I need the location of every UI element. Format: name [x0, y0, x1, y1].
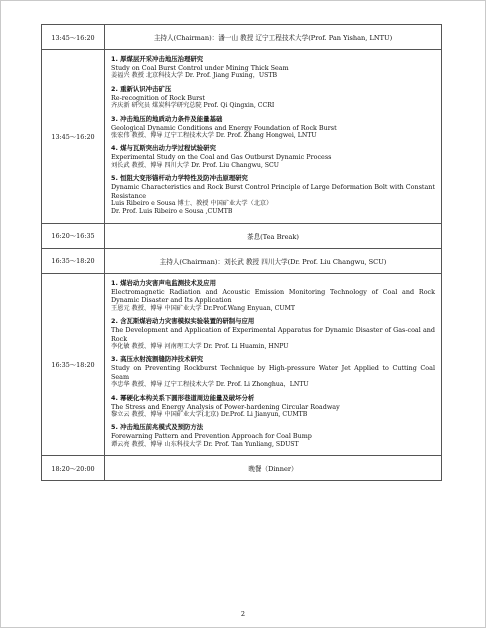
talk-speaker: 张宏伟 教授、博导 辽宁工程技术大学 Dr. Prof. Zhang Hongwei, LNTU [111, 132, 317, 140]
talk-title: 5. 冲击地压前兆模式及预防方法 [111, 423, 204, 432]
talk-english-title: The Development and Application of Experimental Apparatus for Dynamic Disaster of Gas-coal and Rock [111, 326, 435, 343]
talk-english-title: Electromagnetic Radiation and Acoustic Emission Monitoring Technology of Coal and Rock Dynamic Disaster and Its Application [111, 287, 435, 305]
talk-item [111, 355, 435, 389]
talk-speaker: Dr. Prof. Luis Ribeiro e Sousa ,CUMTB [111, 208, 233, 216]
talk-title: 2. 重新认识冲击矿压 [111, 84, 172, 93]
talk-title: 1. 煤岩动力灾害声电监测技术及应用 [111, 278, 216, 287]
talk-english-title: Study on Preventing Rockburst Technique by High-pressure Water Jet Applied to Cutting Coal Seam [111, 364, 435, 381]
page-number: 2 [240, 610, 246, 618]
talk-item [111, 174, 435, 217]
talk-item [111, 115, 435, 141]
talks-cell [105, 273, 442, 455]
session-chair-row [42, 25, 442, 50]
time-cell: 16:20～16:35 [42, 223, 105, 248]
session-chair-row [42, 248, 442, 273]
time-cell: 16:35～18:20 [42, 273, 105, 455]
time-cell: 18:20～20:00 [42, 456, 105, 481]
talk-speaker: 齐庆新 研究员 煤炭科学研究总院 Prof. Qi Qingxin, CCRI [111, 102, 275, 110]
talk-english-title: Dynamic Characteristics and Rock Burst Control Principle of Large Deformation Bolt with Constant Resistance [111, 183, 435, 200]
talk-item [111, 423, 435, 449]
dinner-row [42, 456, 442, 481]
talks-cell [105, 50, 442, 224]
talk-item [111, 317, 435, 351]
time-cell: 13:45～16:20 [42, 50, 105, 224]
chair-cell: 主持人(Chairman)：刘长武 教授 四川大学(Dr. Prof. Liu Changwu, SCU) [105, 248, 442, 273]
talk-item [111, 55, 435, 81]
talk-title: 5. 恒阻大变形锚杆动力学特性及防冲击原理研究 [111, 174, 248, 183]
talk-speaker: 姜福兴 教授 北京科技大学 Dr. Prof. Jiang Fuxing，USTB [111, 72, 278, 80]
talk-title: 2. 含瓦斯煤岩动力灾害模拟实验装置的研制与应用 [111, 317, 255, 326]
time-cell: 16:35～18:20 [42, 248, 105, 273]
time-cell: 13:45～16:20 [42, 25, 105, 50]
talk-speaker: 黎立云 教授、博导 中国矿业大学(北京) Dr.Prof. Li Jianyun, CUMTB [111, 410, 308, 418]
talk-item [111, 144, 435, 170]
talk-speaker: Luis Ribeiro e Sousa 博士、教授 中国矿业大学（北京） [111, 200, 273, 208]
talk-english-title: Experimental Study on the Coal and Gas Outburst Dynamic Process [111, 153, 332, 162]
break-row [42, 223, 442, 248]
dinner-label: 晚餐（Dinner） [105, 456, 442, 481]
talk-item [111, 85, 435, 111]
talk-english-title: Study on Coal Burst Control under Mining Thick Seam [111, 64, 289, 72]
talk-speaker: 谭云亮 教授、博导 山东科技大学 Dr. Prof. Tan Yunliang, SDUST [111, 440, 299, 448]
talk-english-title: Forewarning Pattern and Prevention Approach for Coal Bump [111, 432, 312, 441]
talk-english-title: The Stress and Energy Analysis of Power-hardening Circular Roadway [111, 402, 340, 411]
talk-english-title: Re-recognition of Rock Burst [111, 93, 205, 102]
talk-title: 1. 厚煤层开采冲击地压治理研究 [111, 55, 204, 63]
talk-item [111, 394, 435, 420]
talk-speaker: 刘长武 教授、博导 四川大学 Dr. Prof. Liu Changwu, SCU [111, 161, 279, 169]
talk-title: 3. 高压水射流割缝防冲技术研究 [111, 355, 204, 364]
tea-break-label: 茶息(Tea Break) [105, 223, 442, 248]
talk-speaker: 李忠华 教授、博导 辽宁工程技术大学 Dr. Prof. Li Zhonghua，LNTU [111, 381, 309, 389]
talk-title: 3. 冲击地压的地质动力条件及能量基础 [111, 114, 223, 123]
chair-cell: 主持人(Chairman)：潘一山 教授 辽宁工程技术大学(Prof. Pan Yishan, LNTU) [105, 25, 442, 50]
talk-speaker: 王恩元 教授、博导 中国矿业大学 Dr.Prof.Wang Enyuan, CUMT [111, 304, 296, 312]
talk-title: 4. 煤与瓦斯突出动力学过程试验研究 [111, 144, 216, 153]
talk-english-title: Geological Dynamic Conditions and Energy Foundation of Rock Burst [111, 123, 337, 132]
talks-row [42, 273, 442, 455]
talk-title: 4. 幂硬化本构关系下圆形巷道周边能量及破坏分析 [111, 393, 255, 402]
schedule-table [41, 24, 442, 481]
talk-speaker: 李化敏 教授、博导 河南理工大学 Dr. Prof. Li Huamin, HNPU [111, 342, 289, 350]
talk-item [111, 279, 435, 313]
talks-row [42, 50, 442, 224]
